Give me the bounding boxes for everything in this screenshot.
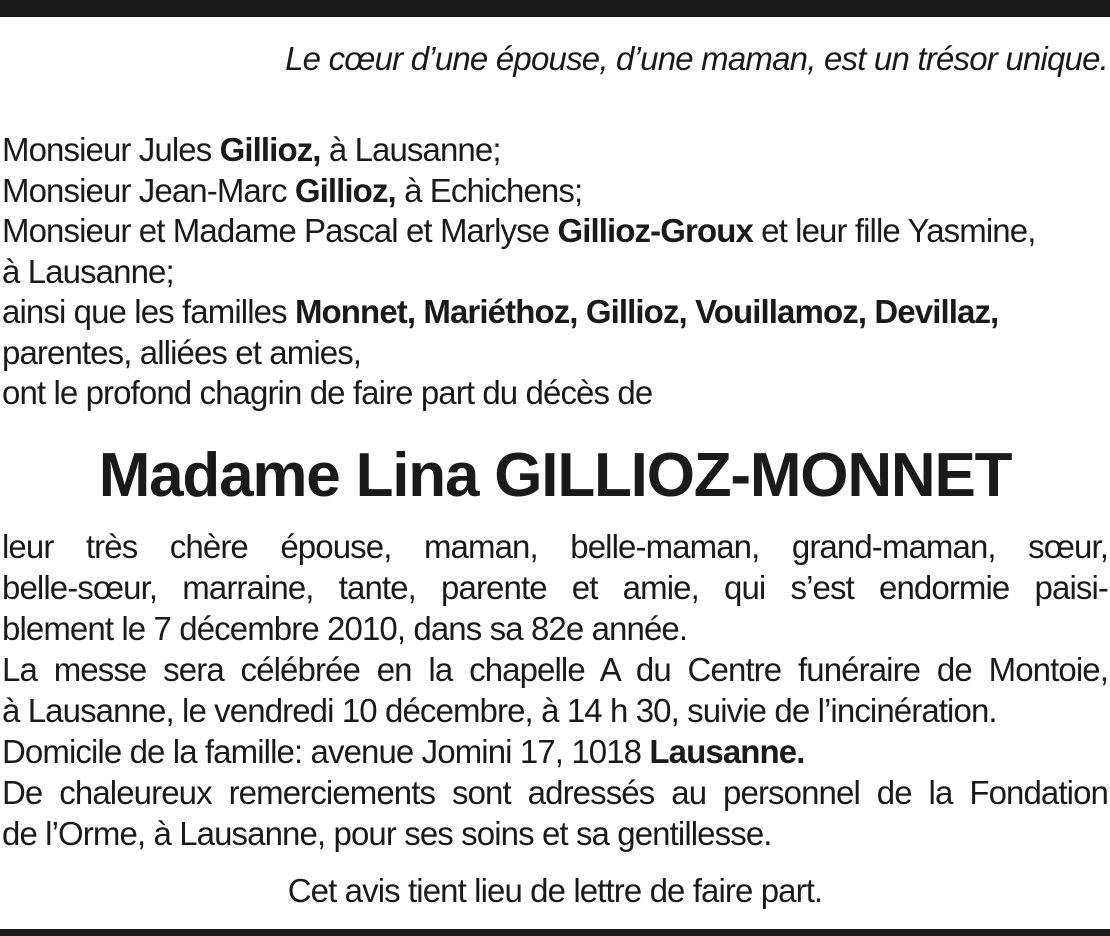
family-names: Monnet, Mariéthoz, Gillioz, Vouillamoz, Devillaz,	[294, 293, 999, 330]
details-line: de l’Orme, à Lausanne, pour ses soins et sa gentillesse.	[2, 815, 772, 852]
domicile-line: Domicile de la famille: avenue Jomini 17, 1018 Lausanne.	[2, 733, 805, 770]
family-name: Gillioz,	[294, 171, 396, 209]
mourner-line: Monsieur Jean-Marc Gillioz, à Echichens;	[2, 171, 583, 209]
details-line: leur très chère épouse, maman, belle-maman, grand-maman, sœur,	[2, 528, 1108, 565]
mourner-line: parentes, alliées et amies,	[2, 333, 362, 371]
mourners-list	[2, 130, 1108, 414]
mourner-line: à Lausanne;	[2, 252, 174, 290]
deceased-name: Madame Lina GILLIOZ-MONNET	[98, 441, 1012, 510]
details-line: blement le 7 décembre 2010, dans sa 82e année.	[2, 610, 688, 647]
details-line: De chaleureux remerciements sont adressés au personnel de la Fondation	[2, 774, 1108, 811]
family-name: Gillioz-Groux	[557, 212, 753, 249]
details-line: La messe sera célébrée en la chapelle A du Centre funéraire de Montoie,	[2, 651, 1108, 688]
bottom-rule	[0, 929, 1110, 936]
top-rule	[0, 0, 1110, 17]
announcement-line: ont le profond chagrin de faire part du décès de	[2, 374, 653, 411]
domicile-city: Lausanne.	[649, 733, 805, 770]
details-line: belle-sœur, marraine, tante, parente et amie, qui s’est endormie paisi-	[2, 569, 1108, 606]
mourner-line: Monsieur et Madame Pascal et Marlyse Gillioz-Groux et leur fille Yasmine,	[2, 212, 1036, 249]
epigraph: Le cœur d’une épouse, d’une maman, est un trésor unique.	[285, 40, 1108, 77]
mourner-line: Monsieur Jules Gillioz, à Lausanne;	[2, 131, 501, 168]
closing-note: Cet avis tient lieu de lettre de faire part.	[287, 872, 823, 909]
details-line: à Lausanne, le vendredi 10 décembre, à 14 h 30, suivie de l’incinération.	[2, 692, 997, 729]
notice-details	[2, 526, 1108, 854]
family-name: Gillioz,	[219, 131, 321, 168]
mourner-line: ainsi que les familles Monnet, Mariéthoz, Gillioz, Vouillamoz, Devillaz,	[2, 293, 999, 330]
